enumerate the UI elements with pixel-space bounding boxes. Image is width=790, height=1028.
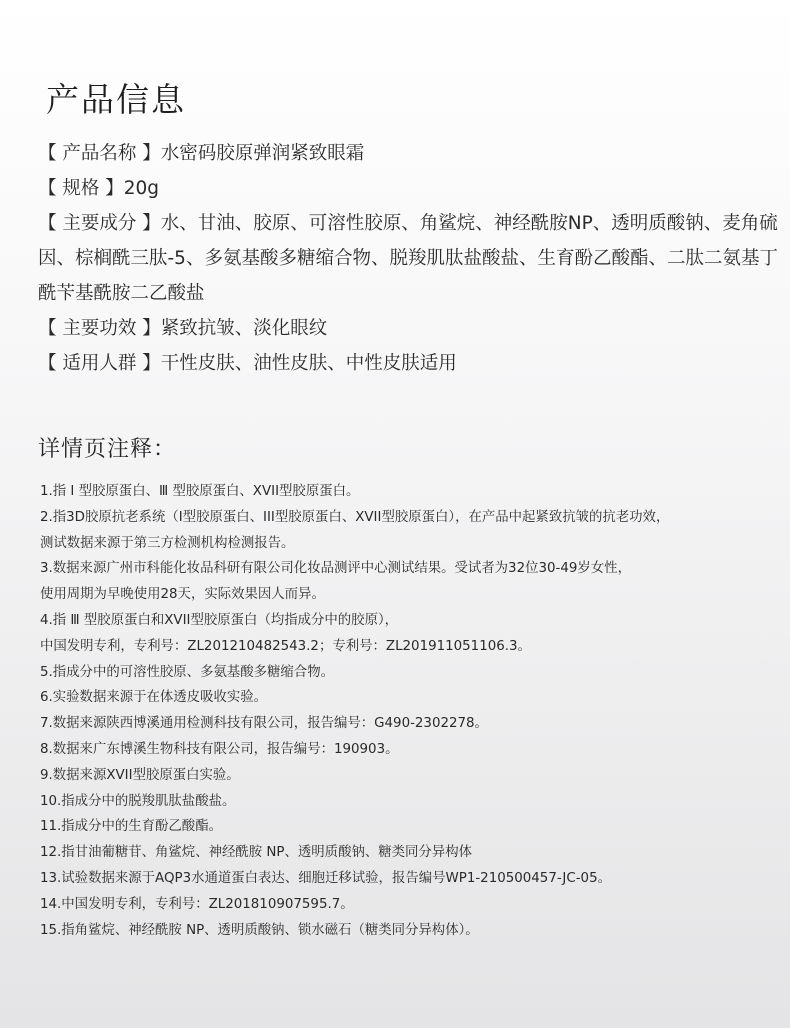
product-name-row [38,136,783,171]
audience-value: 干性皮肤、油性皮肤、中性皮肤适用 [160,353,457,374]
note-item: 6.实验数据来源于在体透皮吸收实验。 [40,690,268,706]
audience-label: 【 适用人群 】 [38,353,161,374]
note-item: 12.指甘油葡糖苷、角鲨烷、神经酰胺 NP、透明质酸钠、糖类同分异构体 [40,845,472,861]
efficacy-label: 【 主要功效 】 [38,318,161,339]
efficacy-row [38,311,783,346]
note-item: 11.指成分中的生育酚乙酸酯。 [40,819,222,835]
ingredients-label: 【 主要成分 】 [38,213,161,234]
ingredients-value: 水、甘油、胶原、可溶性胶原、角鲨烷、神经酰胺NP、透明质酸钠、麦角硫因、棕榈酰三肽-5、多氨基酸多糖缩合物、脱羧肌肽盐酸盐、生育酚乙酸酯、二肽二氨基丁酰苄基酰胺二乙酸盐 [38,213,778,304]
note-item: 8.数据来广东博溪生物科技有限公司，报告编号：190903。 [40,741,399,757]
spec-row [38,171,783,206]
note-item: 2.指3D胶原抗老系统（I型胶原蛋白、III型胶原蛋白、XVII型胶原蛋白），在产品中起紧致抗皱的抗老功效， 测试数据来源于第三方检测机构检测报告。 [40,509,670,551]
note-item: 1.指 Ⅰ 型胶原蛋白、Ⅲ 型胶原蛋白、XVII型胶原蛋白。 [40,484,360,499]
note-item: 10.指成分中的脱羧肌肽盐酸盐。 [40,793,236,809]
product-name-label: 【 产品名称 】 [38,143,161,164]
product-info-list [38,136,783,381]
spec-value: 20g [123,178,160,199]
notes-title: 详情页注释： [38,437,177,462]
note-item: 3.数据来源广州市科能化妆品科研有限公司化妆品测评中心测试结果。受试者为32位30-49岁女性， 使用周期为早晚使用28天，实际效果因人而异。 [40,561,631,603]
note-item: 15.指角鲨烷、神经酰胺 NP、透明质酸钠、锁水磁石（糖类同分异构体）。 [40,922,479,938]
audience-row [38,346,783,381]
note-item: 4.指 Ⅲ 型胶原蛋白和XVII型胶原蛋白（均指成分中的胶原）， 中国发明专利，专利号：ZL201210482543.2；专利号：ZL201911051106.3。 [40,612,531,654]
note-item: 9.数据来源XVII型胶原蛋白实验。 [40,767,240,783]
ingredients-row [38,206,783,311]
note-item: 5.指成分中的可溶性胶原、多氨基酸多糖缩合物。 [40,664,334,680]
spec-label: 【 规格 】 [38,178,124,199]
notes-list [40,479,780,943]
note-item: 7.数据来源陕西博溪通用检测科技有限公司，报告编号：G490-2302278。 [40,716,488,732]
page-title: 产品信息 [46,80,186,119]
note-item: 13.试验数据来源于AQP3水通道蛋白表达、细胞迁移试验，报告编号WP1-210500457-JC-05。 [40,870,611,886]
product-name-value: 水密码胶原弹润紧致眼霜 [160,143,365,164]
note-item: 14.中国发明专利，专利号：ZL201810907595.7。 [40,896,354,912]
efficacy-value: 紧致抗皱、淡化眼纹 [160,318,328,339]
